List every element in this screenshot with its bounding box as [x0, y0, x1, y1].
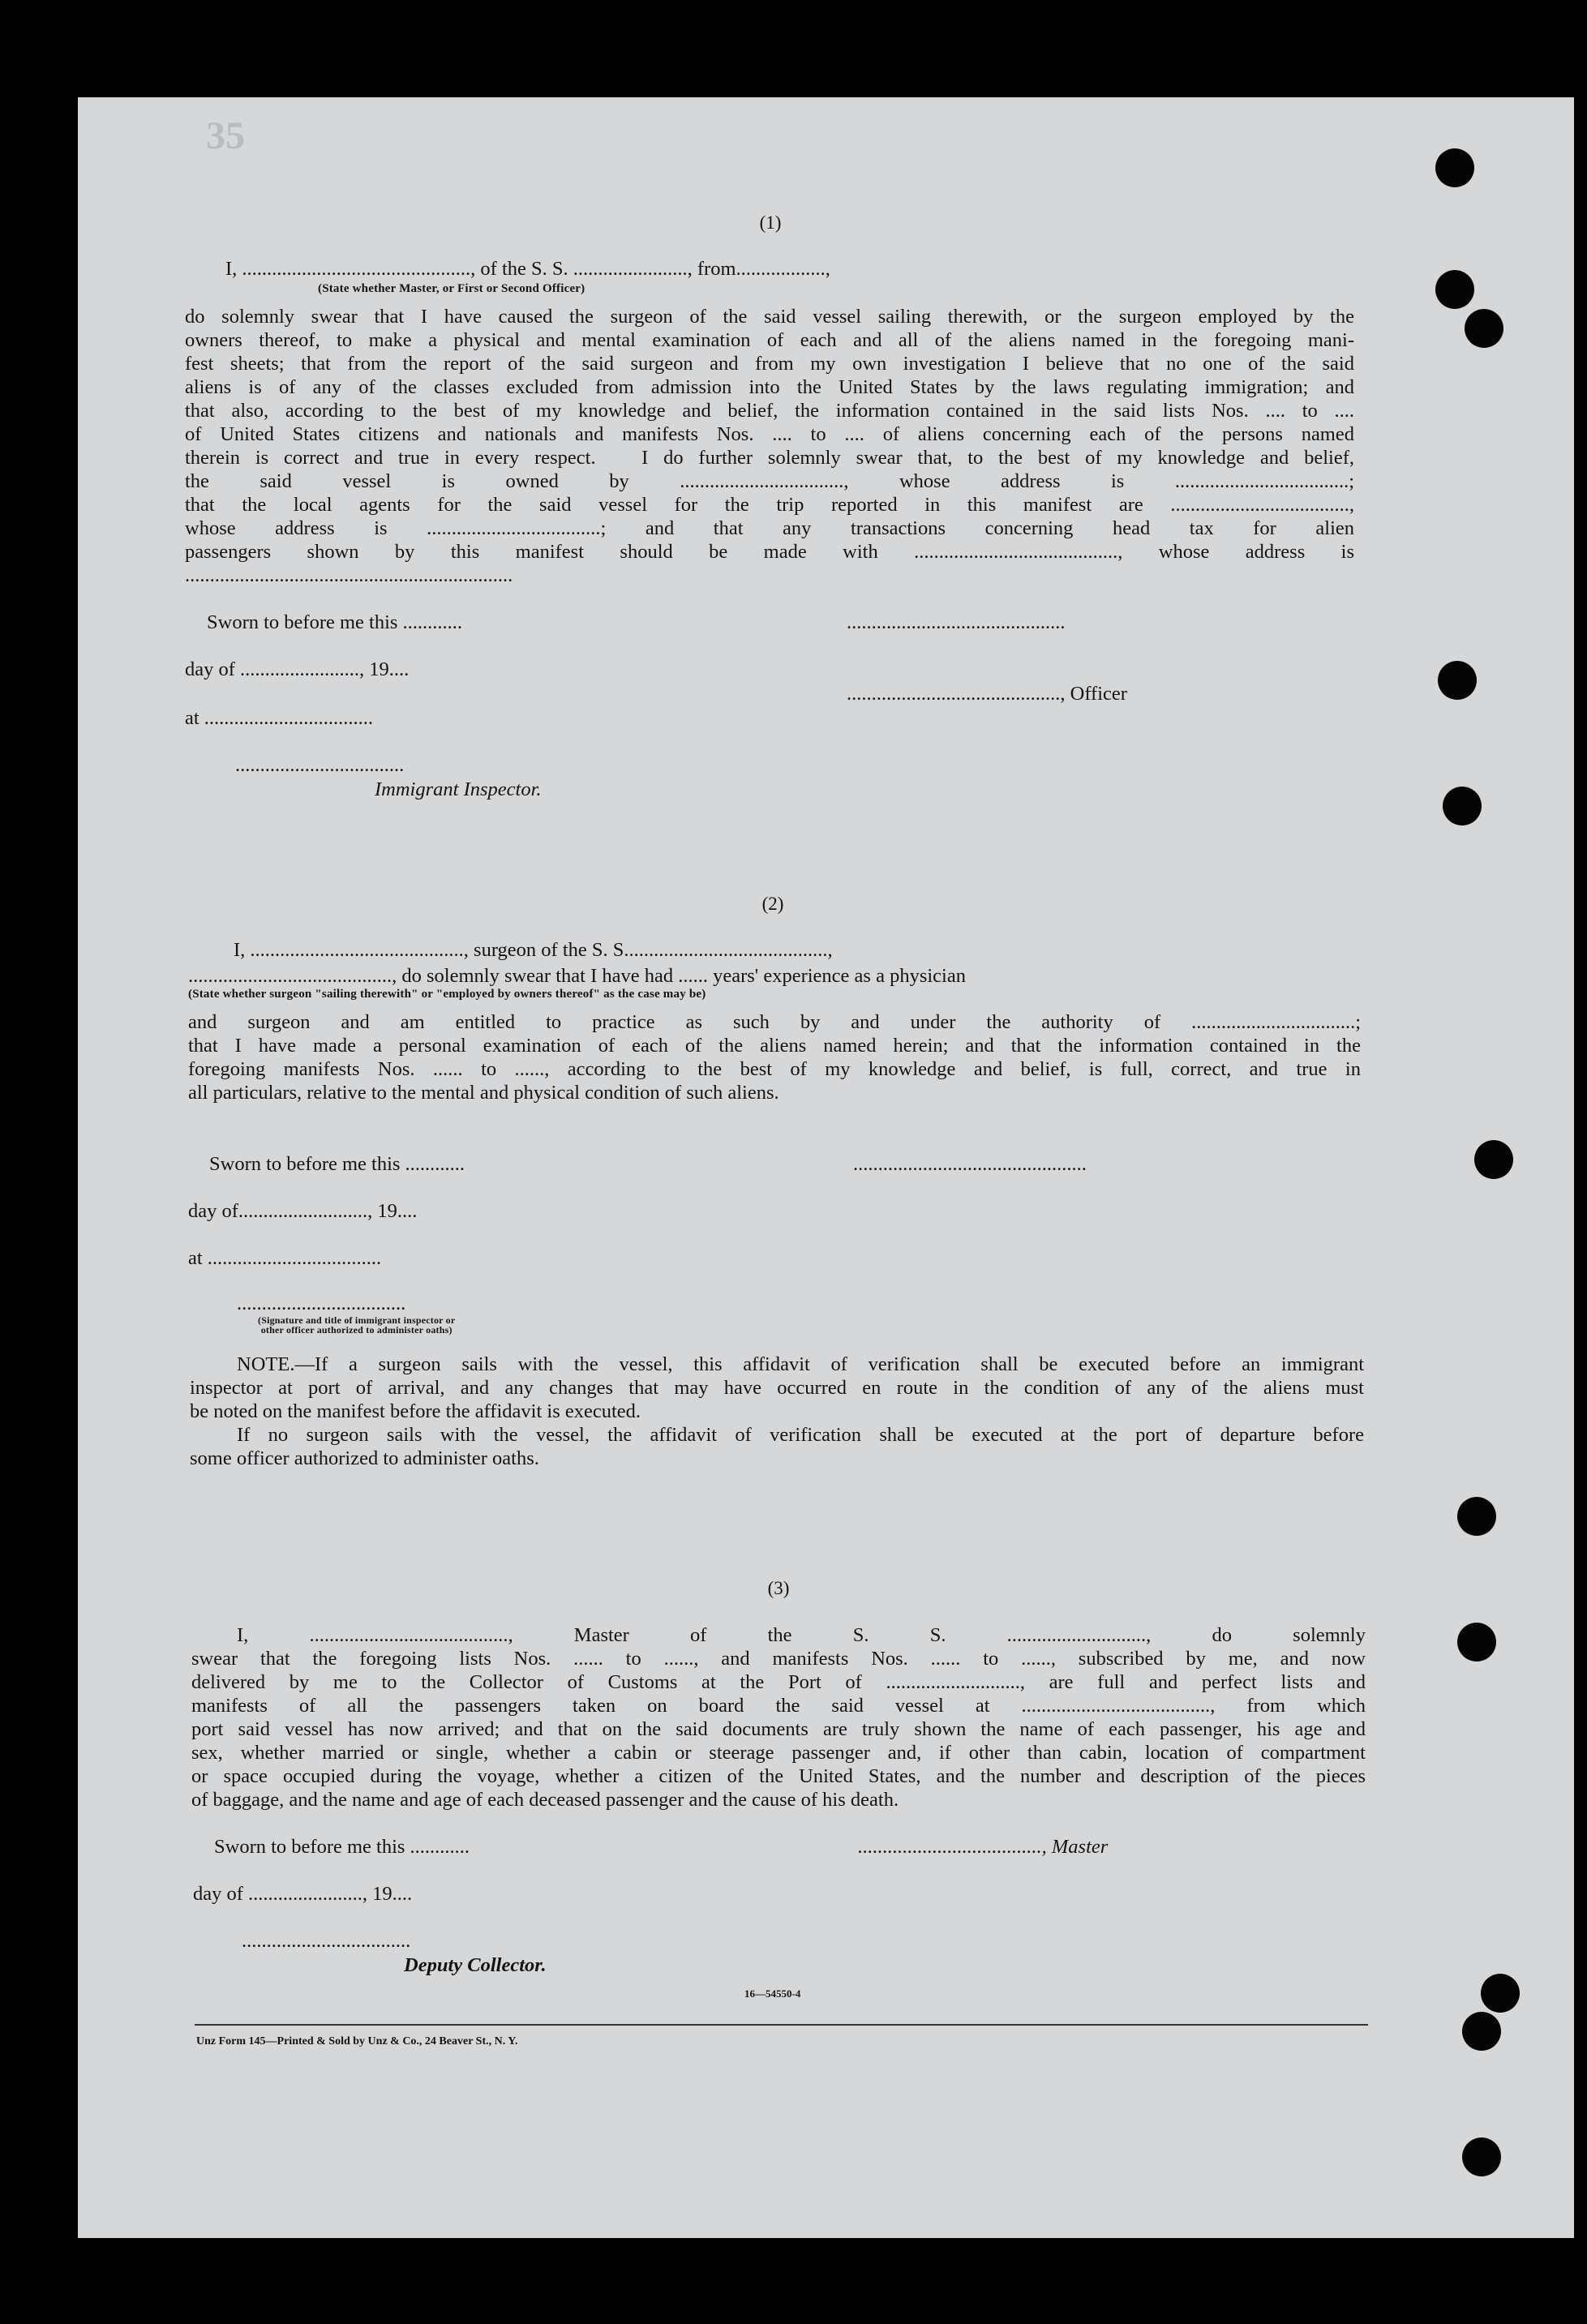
text-line: therein is correct and true in every respect. I do further solemnly swear that, to the best of my knowledge and belief,: [185, 447, 1354, 469]
punch-hole: [1457, 1497, 1496, 1536]
text-line: be noted on the manifest before the affidavit is executed.: [190, 1400, 641, 1422]
stamp-watermark: 35: [206, 114, 245, 157]
text-line: fest sheets; that from the report of the said surgeon and from my own investigation I believe that no one of the said: [185, 353, 1354, 375]
master-signature-line: ....................................., Master: [858, 1836, 1109, 1858]
form-code: 16—54550-4: [744, 1987, 801, 2000]
punch-hole: [1465, 309, 1503, 348]
officer-label: ..........................................., Officer: [847, 683, 1127, 705]
text-line: whose address is ...................................; and that any transactions concerning head tax for alien: [185, 517, 1354, 539]
inspector-signature-dots: ..................................: [235, 754, 405, 776]
at-line: at ...................................: [188, 1247, 382, 1269]
text-line: that the local agents for the said vessel for the trip reported in this manifest are ....................................,: [185, 494, 1354, 516]
text-line: that also, according to the best of my knowledge and belief, the information contained in the said lists Nos. .... to ....: [185, 400, 1354, 422]
oath-opening-line: I, ..........................................., surgeon of the S. S.........................................,: [234, 939, 833, 961]
sworn-line: Sworn to before me this ............: [214, 1836, 470, 1858]
text-line: the said vessel is owned by ................................., whose address is ...................................;: [185, 470, 1354, 492]
section-number: (2): [761, 894, 784, 914]
text-line: all particulars, relative to the mental and physical condition of such aliens.: [188, 1082, 779, 1104]
text-line: sex, whether married or single, whether a cabin or steerage passenger and, if other than cabin, location of compartment: [191, 1742, 1366, 1764]
text-line: that I have made a personal examination of each of the aliens named herein; and that the information contained in the: [188, 1035, 1361, 1057]
field-instruction: (State whether surgeon "sailing therewith" or "employed by owners thereof" as the case may be): [188, 988, 706, 1001]
oath-paragraph: [188, 1010, 1361, 1104]
text-line: NOTE.—If a surgeon sails with the vessel, this affidavit of verification shall be executed before an immigrant: [237, 1353, 1364, 1375]
punch-hole: [1462, 2137, 1501, 2176]
text-line: swear that the foregoing lists Nos. ...... to ......, and manifests Nos. ...... to ......, subscribed by me, and now: [191, 1648, 1366, 1670]
day-line: day of ......................., 19....: [193, 1883, 413, 1905]
text-line: or space occupied during the voyage, whether a citizen of the United States, and the number and description of the pieces: [191, 1765, 1366, 1787]
text-line: foregoing manifests Nos. ...... to ......, according to the best of my knowledge and belief, is full, correct, and true in: [188, 1058, 1361, 1080]
punch-hole: [1481, 1974, 1520, 2013]
field-instruction: (State whether Master, or First or Second Officer): [318, 282, 585, 295]
text-line: some officer authorized to administer oaths.: [190, 1447, 539, 1469]
oath-opening-line: I, .............................................., of the S. S. ......................., from..................,: [225, 258, 830, 280]
note-paragraph: [190, 1353, 1364, 1470]
punch-hole: [1462, 2012, 1501, 2051]
signature-line: ............................................: [847, 611, 1066, 633]
section-number: (1): [759, 212, 782, 233]
signature-instruction: (Signature and title of immigrant inspector or other officer authorized to administer oaths): [258, 1314, 456, 1336]
collector-title: Deputy Collector.: [404, 1954, 547, 1976]
day-line: day of.........................., 19....: [188, 1200, 418, 1222]
day-line: day of ........................, 19....: [185, 658, 410, 680]
text-line: and surgeon and am entitled to practice as such by and under the authority of .................................;: [188, 1011, 1361, 1033]
inspector-title: Immigrant Inspector.: [375, 778, 542, 800]
punch-hole: [1438, 661, 1477, 700]
oath-paragraph: [191, 1623, 1366, 1812]
oath-second-line: ........................................., do solemnly swear that I have had ...... years' experience as a physician: [188, 965, 966, 987]
sworn-line: Sworn to before me this ............: [209, 1153, 465, 1175]
text-line: If no surgeon sails with the vessel, the affidavit of verification shall be executed at the port of departure before: [237, 1424, 1364, 1446]
text-line: port said vessel has now arrived; and that on the said documents are truly shown the name of each passenger, his age and: [191, 1718, 1366, 1740]
collector-signature-dots: ..................................: [242, 1930, 411, 1952]
punch-hole: [1435, 148, 1474, 187]
text-line: do solemnly swear that I have caused the surgeon of the said vessel sailing therewith, or the surgeon employed by the: [185, 306, 1354, 328]
punch-hole: [1435, 270, 1474, 309]
punch-hole: [1457, 1623, 1496, 1662]
footer-divider: [195, 2024, 1368, 2026]
text-line: ..................................................................: [185, 564, 513, 586]
text-line: delivered by me to the Collector of Customs at the Port of ..........................., are full and perfect lists and: [191, 1671, 1366, 1693]
sworn-line: Sworn to before me this ............: [207, 611, 463, 633]
officer-signature-line: [847, 683, 1127, 705]
oath-paragraph: [185, 305, 1354, 587]
text-line: owners thereof, to make a physical and mental examination of each and all of the aliens named in the foregoing mani-: [185, 329, 1354, 351]
text-line: of baggage, and the name and age of each deceased passenger and the cause of his death.: [191, 1789, 899, 1811]
punch-hole: [1474, 1140, 1513, 1179]
inspector-signature-dots: ..................................: [237, 1293, 406, 1314]
text-line: I, ........................................, Master of the S. S. ............................, do solemnly: [237, 1624, 1366, 1646]
at-line: at ..................................: [185, 707, 374, 729]
signature-line: ...............................................: [853, 1153, 1087, 1175]
text-line: inspector at port of arrival, and any changes that may have occurred en route in the condition of any of the aliens must: [190, 1377, 1364, 1399]
section-number: (3): [767, 1578, 790, 1598]
text-line: of United States citizens and nationals and manifests Nos. .... to .... of aliens concerning each of the persons named: [185, 423, 1354, 445]
text-line: passengers shown by this manifest should be made with ........................................., whose address is: [185, 541, 1354, 563]
text-line: aliens is of any of the classes excluded from admission into the United States by the laws regulating immigration; and: [185, 376, 1354, 398]
text-line: manifests of all the passengers taken on board the said vessel at ......................................, from which: [191, 1695, 1366, 1717]
printer-imprint: Unz Form 145—Printed & Sold by Unz & Co., 24 Beaver St., N. Y.: [196, 2035, 518, 2047]
punch-hole: [1443, 787, 1482, 825]
